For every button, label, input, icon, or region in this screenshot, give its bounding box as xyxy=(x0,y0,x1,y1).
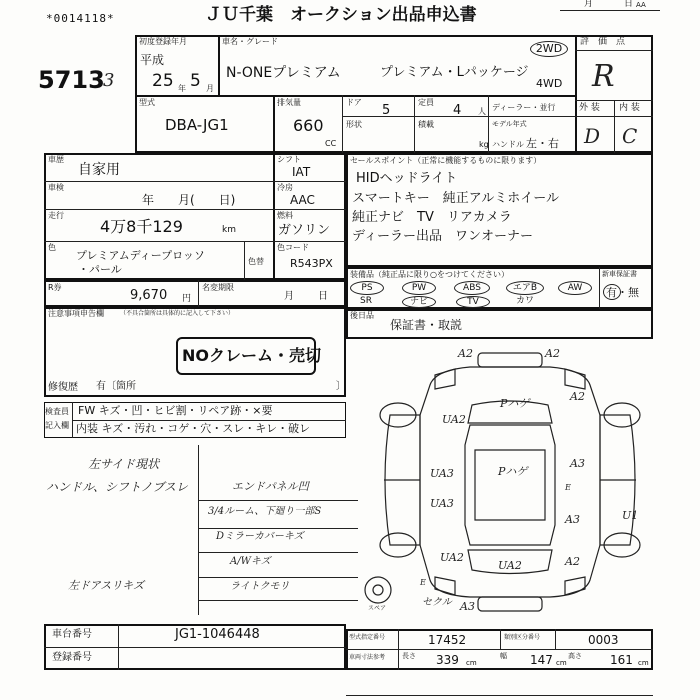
mark-ua2-rear-left: UA2 xyxy=(440,551,464,564)
car-damage-diagram xyxy=(360,345,660,620)
mark-e-2: E xyxy=(420,578,426,587)
equip-sr: SR xyxy=(360,296,372,306)
length-unit: cm xyxy=(466,659,477,667)
reg-year: 25 xyxy=(152,71,174,91)
grade-score: R xyxy=(592,59,615,94)
form-title: ＪＵ千葉 オークション出品申込書 xyxy=(205,5,477,25)
month-label: 月 xyxy=(584,0,594,9)
inspector-label-2: 記入欄 xyxy=(45,421,69,430)
new-car-warranty-label: 新車保証書 xyxy=(602,270,637,278)
lot-mark: 3 xyxy=(103,70,115,91)
sales-point-3: 純正ナビ TV リアカメラ xyxy=(352,210,512,225)
equip-airbag: エアB xyxy=(506,281,544,295)
drive-2wd: 2WD xyxy=(530,41,568,57)
height-label: 高さ xyxy=(568,652,582,660)
repair-label: 修復歴 xyxy=(48,382,78,393)
recycle-unit: 円 xyxy=(182,294,192,304)
aa-label: AA xyxy=(636,1,646,9)
shift-value: IAT xyxy=(292,165,311,179)
capacity-label: 定員 xyxy=(418,98,434,107)
notes-label: 注意事項申告欄 xyxy=(48,309,104,318)
cc-unit: CC xyxy=(325,139,337,148)
model-year-label: モデル年式 xyxy=(492,120,527,128)
reg-year-unit: 年 xyxy=(178,84,186,93)
history-value: 自家用 xyxy=(78,162,120,178)
type-cert-value: 17452 xyxy=(428,633,467,647)
note-room-under: 3/4ルーム、下廻り一部S xyxy=(208,506,322,517)
inspection-row-2: 内装 キズ・汚れ・コゲ・穴・スレ・キレ・破レ xyxy=(76,422,311,435)
shaken-label: 車検 xyxy=(48,183,64,192)
note-door-scratch: 左ドアスリキズ xyxy=(68,579,145,592)
load-unit: kg xyxy=(479,140,489,149)
mileage-unit: km xyxy=(222,225,236,235)
color-line2: ・パール xyxy=(78,263,122,276)
mark-ua2-trunk: UA2 xyxy=(498,559,522,572)
displacement-label: 排気量 xyxy=(277,98,301,107)
ac-value: AAC xyxy=(290,193,315,207)
doors-label: ドア xyxy=(346,98,362,107)
drive-4wd: 4WD xyxy=(536,77,563,90)
model-value: DBA-JG1 xyxy=(165,116,229,134)
color-code: R543PX xyxy=(290,257,333,270)
mark-ua2-left: UA2 xyxy=(442,413,466,426)
after-sale-label: 後日品 xyxy=(350,311,374,320)
height-unit: cm xyxy=(638,659,649,667)
mileage-label: 走行 xyxy=(48,211,64,220)
load-label: 積載 xyxy=(418,120,434,129)
car-grade: プレミアム・Lパッケージ xyxy=(380,65,529,80)
doors-value: 5 xyxy=(382,103,391,118)
ac-label: 冷房 xyxy=(277,183,293,192)
chassis-label: 車台番号 xyxy=(52,629,92,640)
mark-a2-front-right: A2 xyxy=(545,347,560,360)
reg-month: 5 xyxy=(190,71,201,91)
note-handle-shift: ハンドル、シフトノブスレ xyxy=(46,480,188,494)
equip-pw: PW xyxy=(402,281,436,295)
interior-grade: C xyxy=(622,124,638,148)
history-label: 車歴 xyxy=(48,155,64,164)
interior-label: 内 装 xyxy=(619,103,640,113)
reg-date-label: 初度登録年月 xyxy=(139,37,187,46)
name-change-month: 月 xyxy=(284,291,294,302)
mark-a3-right: A3 xyxy=(570,457,585,470)
recycle-amount: 9,670 xyxy=(130,288,168,303)
mark-a3-rear: A3 xyxy=(460,600,475,613)
displacement-value: 660 xyxy=(293,116,324,135)
reg-month-unit: 月 xyxy=(206,84,214,93)
serial-number: *0014118* xyxy=(46,12,115,25)
equip-abs: ABS xyxy=(454,281,490,295)
width-unit: cm xyxy=(556,659,567,667)
car-name: N-ONEプレミアム xyxy=(226,65,341,81)
shift-label: シフト xyxy=(277,155,301,164)
class-label: 類別区分番号 xyxy=(504,634,541,641)
repair-value: 有〔箇所 xyxy=(96,381,136,392)
mileage-value: 4万8千129 xyxy=(100,217,183,236)
class-value: 0003 xyxy=(588,633,619,647)
after-sale-value: 保証書・取説 xyxy=(390,318,463,332)
new-car-warranty-value: 有・無 xyxy=(606,286,639,299)
chassis-value: JG1-1046448 xyxy=(175,627,260,642)
color-code-label: 色コード xyxy=(277,243,309,252)
inspector-label-1: 検査員 xyxy=(45,407,69,416)
warranty-circle xyxy=(603,284,621,300)
equip-navi: ナビ xyxy=(402,296,436,308)
width-label: 幅 xyxy=(500,652,507,660)
sales-point-4: ディーラー出品 ワンオーナー xyxy=(352,229,533,244)
equipment-label: 装備品（純正品に限り○をつけてください） xyxy=(350,270,509,279)
length-label: 長さ xyxy=(402,652,416,660)
dimension-label: 車両寸法参考 xyxy=(349,654,386,661)
width-value: 147 xyxy=(530,653,553,667)
color-change-label: 色替 xyxy=(248,257,264,266)
repair-close: 〕 xyxy=(336,381,346,392)
handle-value: 左・右 xyxy=(526,137,559,150)
mark-a2-rear-right: A2 xyxy=(565,555,580,568)
equip-ps: PS xyxy=(350,281,384,295)
sales-point-1: HIDヘッドライト xyxy=(356,171,458,186)
day-label: 日 xyxy=(624,0,634,9)
mark-p-hage-roof: Pハゲ xyxy=(498,465,528,478)
recycle-label: R券 xyxy=(48,283,62,292)
shape-label: 形状 xyxy=(346,120,362,129)
mark-u1: U1 xyxy=(622,509,639,522)
mark-a3-right-lower: A3 xyxy=(565,513,580,526)
capacity-unit: 人 xyxy=(478,107,486,116)
reg-era: 平成 xyxy=(140,53,165,67)
mark-a2-right: A2 xyxy=(570,390,585,403)
fuel-label: 燃料 xyxy=(277,211,293,220)
color-label: 色 xyxy=(48,243,56,252)
spare-label: スペア xyxy=(368,605,387,612)
grade-label: 評 価 点 xyxy=(580,37,626,47)
note-left-side: 左サイド現状 xyxy=(88,457,160,471)
note-mirror-cover: Dミラーカバーキズ xyxy=(216,531,304,542)
mark-e-1: E xyxy=(565,483,571,492)
shaken-value: 年 月( 日) xyxy=(142,193,236,207)
exterior-grade: D xyxy=(584,124,601,148)
type-cert-label: 型式指定番号 xyxy=(349,634,386,641)
note-end-panel: エンドパネル凹 xyxy=(232,480,309,493)
notes-sub: （不具合箇所は具体的に記入して下さい） xyxy=(120,310,235,317)
inspection-row-1: FW キズ・凹・ヒビ割・リペア跡・×要 xyxy=(78,404,273,417)
dealer-label: ディーラー・並行 xyxy=(492,103,556,112)
height-value: 161 xyxy=(610,653,633,667)
length-value: 339 xyxy=(436,653,459,667)
model-label: 型式 xyxy=(139,98,155,107)
recycle-box xyxy=(44,280,346,307)
lot-number: 5713 xyxy=(38,66,105,94)
capacity-value: 4 xyxy=(453,103,462,118)
mark-a2-front-left: A2 xyxy=(458,347,473,360)
exterior-label: 外 装 xyxy=(579,103,600,113)
no-claim-stamp-text: NOクレーム・売切 xyxy=(182,346,321,365)
handle-label: ハンドル xyxy=(492,140,524,149)
mark-sekuru: セクル xyxy=(422,597,452,608)
note-aw-scratch: A/Wキズ xyxy=(230,556,271,567)
mark-p-hage-hood: Pハゲ xyxy=(500,397,530,410)
name-change-label: 名変期限 xyxy=(202,283,234,292)
name-change-day: 日 xyxy=(318,291,328,302)
sales-point-2: スマートキー 純正アルミホイール xyxy=(352,191,559,206)
equip-leather: カワ xyxy=(516,296,535,306)
no-claim-stamp xyxy=(176,337,321,375)
reg-number-label: 登録番号 xyxy=(52,652,92,663)
mark-ua3-left-lower: UA3 xyxy=(430,497,454,510)
sales-points-label: セールスポイント（正常に機能するものに限ります） xyxy=(350,156,542,165)
color-line1: プレミアムディープロッソ xyxy=(76,249,205,262)
equip-aw: AW xyxy=(558,281,592,295)
fuel-value: ガソリン xyxy=(278,223,331,238)
equip-tv: TV xyxy=(456,296,490,308)
note-light-cloud: ライトクモリ xyxy=(230,581,290,592)
mark-ua3-left: UA3 xyxy=(430,467,454,480)
car-name-label: 車名・グレード xyxy=(222,37,278,46)
